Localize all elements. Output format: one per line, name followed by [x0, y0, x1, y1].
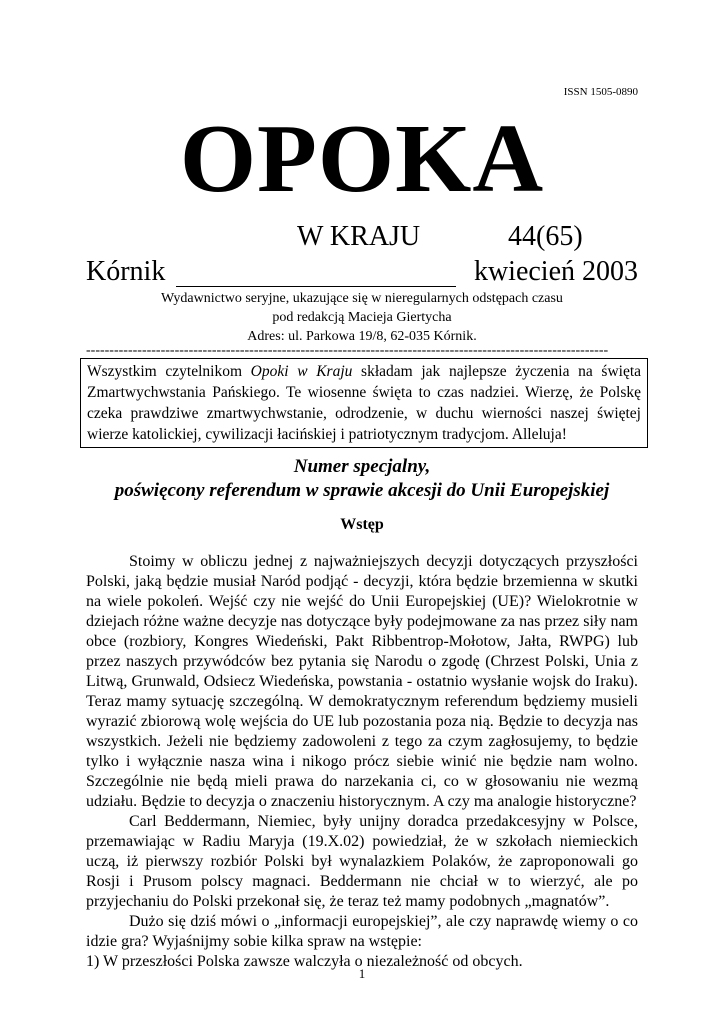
publication-city: Kórnik [86, 256, 166, 287]
special-issue-line-1: Numer specjalny, [293, 456, 431, 477]
greeting-text-rest: składam jak najlepsze życzenia na święta Zmartwychwstania Pańskiego. Te wiosenne święta to czas nadziei. Wierzę, że Polskę czeka prawdziwe zmartwychwstanie, odrodzenie, w duchu wierności naszej świętej wierze katolickiej, cywilizacji łacińskiej i patriotycznym tradycjom. Alleluja! [87, 363, 642, 443]
issue-number: 44(65) [508, 221, 583, 252]
publisher-note: Wydawnictwo seryjne, ukazujące się w nieregularnych odstępach czasu [161, 291, 563, 306]
article-body [86, 552, 638, 972]
address-line: Adres: ul. Parkowa 19/8, 62-035 Kórnik. [247, 329, 477, 344]
greeting-text-italic: Opoki w Kraju [250, 363, 353, 380]
greeting-text-start: Wszystkim czytelnikom [87, 363, 251, 380]
section-heading: Wstęp [340, 516, 384, 533]
dashed-separator: ---------------------------------------------------------------------------------------------------------------- [86, 343, 609, 358]
article-paragraph-1: Stoimy w obliczu jednej z najważniejszych decyzji dotyczących przyszłości Polski, jaką będzie musiał Naród podjąć - decyzji, która będzie brzemienna w skutki na wiele pokoleń. Wejść czy nie wejść do Unii Europejskiej (UE)? Wielokrotnie w dziejach różne ważne decyzje nas dotyczące były podejmowane za nas przez siły nam obce (rozbiory, Kongres Wiedeński, Pakt Ribbentrop-Mołotow, Jałta, RWPG) lub przez naszych przywódców bez pytania się Narodu o zgodę (Chrzest Polski, Unia z Litwą, Grunwald, Odsiecz Wiedeńska, powstania - ostatnio wysłanie wojsk do Iraku). Teraz mamy sytuację szczególną. W demokratycznym referendum będziemy musieli wyrazić zbiorową wolę wejścia do UE lub pozostania poza nią. Będzie to decyzja nas wszystkich. Jeżeli nie będziemy zadowoleni z tego za czym zagłosujemy, to będzie tylko i wyłącznie nasza wina i nikogo prócz siebie winić nie będzie nam wolno. Szczególnie nie będą mieli prawa do narzekania ci, co w głosowaniu nie wezmą udziału. Będzie to decyzja o znaczeniu historycznym. A czy ma analogie historyczne? [86, 553, 638, 810]
special-issue-heading [0, 455, 724, 503]
greeting-box [80, 358, 648, 448]
special-issue-line-2: poświęcony referendum w sprawie akcesji do Unii Europejskiej [114, 480, 610, 501]
article-paragraph-2: Carl Beddermann, Niemiec, były unijny doradca przedakcesyjny w Polsce, przemawiając w Radiu Maryja (19.X.02) powiedział, że w szkołach niemieckich uczą, iż pierwszy rozbiór Polski był wynalazkiem Polaków, że zaproponowali go Rosji i Prusom polscy magnaci. Beddermann nie chciał w to wierzyć, ale po przyjechaniu do Polski przekonał się, że teraz też mamy podobnych „magnatów”. [86, 813, 638, 910]
masthead-rule [176, 286, 456, 287]
masthead-title: OPOKA [179, 105, 545, 213]
publication-date: kwiecień 2003 [473, 256, 638, 287]
editor-line: pod redakcją Macieja Giertycha [272, 310, 452, 325]
masthead-subtitle: W KRAJU [297, 221, 421, 252]
issn-number: ISSN 1505-0890 [563, 86, 638, 98]
greeting-text [87, 361, 641, 445]
article-paragraph-4: 1) W przeszłości Polska zawsze walczyła o niezależność od obcych. [86, 953, 523, 970]
page-number: 1 [358, 966, 366, 981]
article-paragraph-3: Dużo się dziś mówi o „informacji europejskiej”, ale czy naprawdę wiemy o co idzie gra? Wyjaśnijmy sobie kilka spraw na wstępie: [86, 913, 638, 950]
